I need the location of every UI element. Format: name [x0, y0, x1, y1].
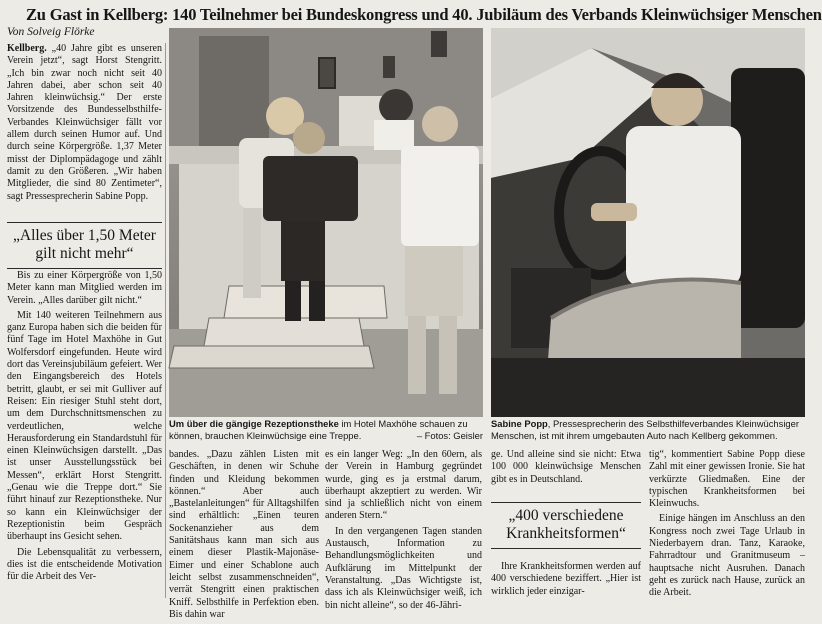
subhead-2: „400 verschiedene Krankheitsformen“	[491, 502, 641, 549]
paragraph: Ihre Krankheitsformen werden auf 400 verschiedene beziffert. „Hier ist wirklich jeder einzigar-	[491, 561, 641, 597]
reception-photo-caption	[169, 418, 483, 441]
column-3	[325, 449, 482, 615]
paragraph: Bis zu einer Körpergröße von 1,50 Meter kann man Mitglied werden im Verein. „Alles darüber gilt nicht.“	[7, 270, 162, 306]
dateline: Kellberg.	[7, 43, 47, 54]
column-4	[491, 449, 641, 489]
paragraph: In den vergangenen Tagen standen Austausch, Information zu Behandlungsmöglichkeiten und Aufklärung im Mittelpunkt der Veranstaltung. „Das Wichtigste ist, dass ich als Kleinwüchsiger weiß, ich bin nicht alleine“, so der 46-Jähri-	[325, 525, 482, 611]
intro-paragraph	[7, 43, 162, 203]
photo-credit: – Fotos: Geisler	[416, 429, 483, 441]
article-headline: Zu Gast in Kellberg: 140 Teilnehmer bei Bundeskongress und 40. Jubiläum des Verbands Kleinwüchsiger Menschen	[26, 5, 822, 24]
paragraph: tig“, kommentiert Sabine Popp diese Zahl mit einer gewissen Ironie. Sie hat verkürzte Gliedmaßen. Eine der typischen Krankheitsformen bei Kleinwuchs.	[649, 449, 805, 510]
caption-text: , Pressesprecherin des Selbsthilfeverbandes Kleinwüchsiger Menschen, ist mit ihrem umgebauten Auto nach Kellberg gekommen.	[491, 418, 799, 441]
paragraph: Die Lebensqualität zu verbessern, dies ist die entscheidende Motivation für die Arbeit des Ver-	[7, 546, 162, 583]
paragraph: Einige hängen im Anschluss an den Kongress noch zwei Tage Urlaub in Niederbayern dran. Tanz, Karaoke, Fahrradtour und Granitmuseum – hauptsache nicht Ausruhen. Danach geht es zurück nach Hause, zurück an die Arbeit.	[649, 513, 805, 599]
column-1-body	[7, 270, 162, 586]
column-5	[649, 449, 805, 603]
column-4-body	[491, 561, 641, 601]
column-2	[169, 449, 319, 624]
car-photo-caption	[491, 418, 805, 441]
paragraph: es ein langer Weg: „In den 60ern, als der Verein in Hamburg gegründet wurde, ging es ja erstmal darum, überhaupt akzeptiert zu werden. Wir sind ja schließlich nicht von einem anderen Stern.“	[325, 449, 482, 522]
car-photo-illustration	[491, 28, 805, 417]
intro-text: „40 Jahre gibt es unseren Verein jetzt“, sagt Horst Stengritt. „Ich bin zwar noch nicht seit 40 Jahren dabei, aber schon seit 40 Jahren kleinwüchsig.“ Der erste Vorsitzende des Bundesselbsthilfe-Verbandes Kleinwüchsiger fällt vor allem durch seinen Humor auf. Und durch seine Körpergröße. 1,37 Meter misst der Diplompädagoge und zählt damit zu den Größeren. „Wir haben Mitglieder, die sind 80 Zentimeter“, sagt Pressesprecherin Sabine Popp.	[7, 43, 162, 202]
caption-lead: Um über die gängige Rezeptionstheke	[169, 418, 339, 429]
column-divider	[165, 43, 166, 598]
subhead-1: „Alles über 1,50 Meter gilt nicht mehr“	[7, 222, 162, 269]
paragraph: Mit 140 weiteren Teilnehmern aus ganz Europa haben sich die beiden für fünf Tage im Hotel Maxhöhe in Gut Wolfersdorf eingefunden. Heute wird dort das Vereinsjubiläum gefeiert. Wer den Eingangsbereich des Hotels betritt, glaubt, er sei mit Gulliver auf Reisen: Ein riesiger Stuhl steht dort, um dem Durchschnittsmenschen zu verdeutlichen, welche Herausforderung ein Standardstuhl für einen Kleinwüchsigen darstellt. „Das ist unser Ausstellungsstück bei Messen“, erklärt Horst Stengritt. „Genau wie die Treppe dort.“ Sie führt hinauf zur Rezeptionstheke. Nur so kann ein Kleinwüchsiger der Rezeptionistin beim Gespräch überhaupt ins Gesicht sehen.	[7, 309, 162, 543]
caption-lead: Sabine Popp	[491, 418, 548, 429]
reception-photo-illustration	[169, 28, 483, 417]
paragraph: ge. Und alleine sind sie nicht: Etwa 100 000 kleinwüchsige Menschen gibt es in Deutschland.	[491, 449, 641, 485]
reception-photo	[169, 28, 483, 417]
column-1	[7, 43, 162, 206]
paragraph: bandes. „Dazu zählen Listen mit Geschäften, in denen wir Schuhe finden und Kleidung bekommen können.“ Aber auch „Bastelanleitungen“ für Alltagshilfen sind erhältlich: „Einen teuren Sockenanzieher aus dem Sanitätshaus kann man sich aus einem dieser Plastik-Majonäse-Eimer und einer Schablone auch leicht selbst zusammenschneiden“, verrät Stengritt einen praktischen Kniff. Selbsthilfe in Perfektion eben. Bis dahin war	[169, 449, 319, 620]
caption-text: im Hotel Maxhöhe schauen zu können, brauchen Kleinwüchsige eine Treppe.	[169, 418, 468, 441]
article-byline: Von Solveig Flörke	[7, 26, 95, 38]
car-photo	[491, 28, 805, 417]
